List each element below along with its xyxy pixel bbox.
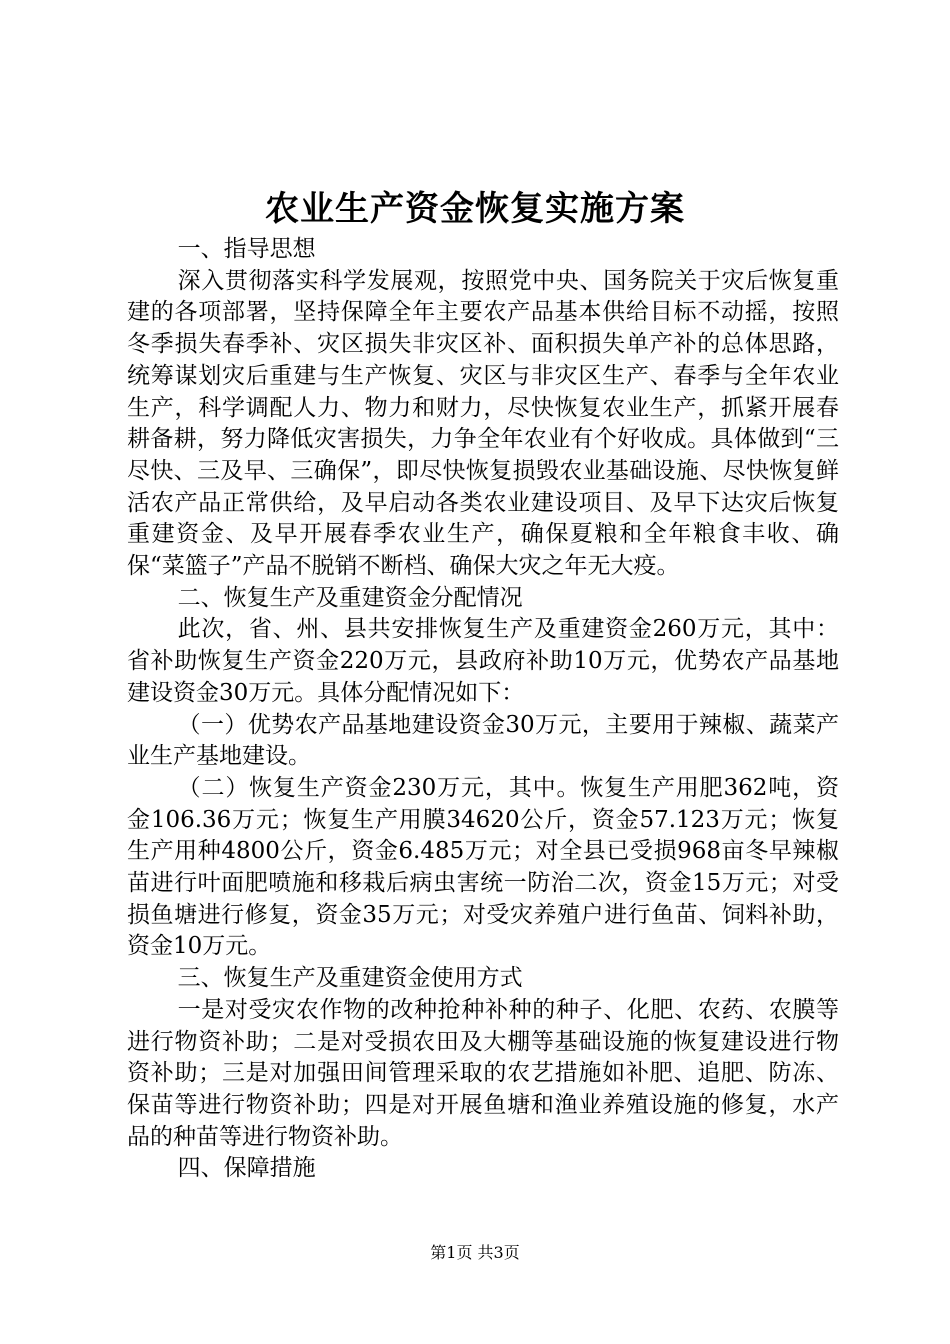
section-heading-fund-allocation: 二、恢复生产及重建资金分配情况 (177, 584, 523, 611)
body-paragraph: 深入贯彻落实科学发展观，按照党中央、国务院关于灾后恢复重建的各项部署，坚持保障全年主要农产品基本供给目标不动摇，按照冬季损失春季补、灾区损失非灾区补、面积损失单产补的总体思路，统筹谋划灾后重建与生产恢复、灾区与非灾区生产、春季与全年农业生产，科学调配人力、物力和财力，尽快恢复农业生产，抓紧开展春耕备耕，努力降低灾害损失，力争全年农业有个好收成。具体做到“三尽快、三及早、三确保”，即尽快恢复损毁农业基础设施、尽快恢复鲜活农产品正常供给，及早启动各类农业建设项目、及早下达灾后恢复重建资金、及早开展春季农业生产，确保夏粮和全年粮食丰收、确保“菜篮子”产品不脱销不断档、确保大灾之年无大疫。 (127, 267, 839, 580)
body-paragraph: 此次，省、州、县共安排恢复生产及重建资金260万元，其中：省补助恢复生产资金220万元，县政府补助10万元，优势农产品基地建设资金30万元。具体分配情况如下： (127, 616, 839, 706)
section-heading-fund-usage: 三、恢复生产及重建资金使用方式 (177, 965, 523, 992)
document-body (127, 234, 839, 1185)
body-paragraph: （一）优势农产品基地建设资金30万元，主要用于辣椒、蔬菜产业生产基地建设。 (127, 711, 839, 770)
section-heading-guiding-ideology: 一、指导思想 (177, 236, 316, 262)
section-heading-safeguards: 四、保障措施 (177, 1155, 316, 1182)
page-number-footer: 第1页 共3页 (430, 1243, 520, 1262)
body-paragraph: （二）恢复生产资金230万元，其中。恢复生产用肥362吨，资金106.36万元；恢复生产用膜34620公斤，资金57.123万元；恢复生产用种4800公斤，资金6.485万元；对全县已受损968亩冬早辣椒苗进行叶面肥喷施和移栽后病虫害统一防治二次，资金15万元；对受损鱼塘进行修复，资金35万元；对受灾养殖户进行鱼苗、饲料补助，资金10万元。 (127, 774, 839, 960)
document-title: 农业生产资金恢复实施方案 (265, 189, 685, 229)
body-paragraph: 一是对受灾农作物的改种抢种补种的种子、化肥、农药、农膜等进行物资补助；二是对受损农田及大棚等基础设施的恢复建设进行物资补助；三是对加强田间管理采取的农艺措施如补肥、追肥、防冻、保苗等进行物资补助；四是对开展鱼塘和渔业养殖设施的修复，水产品的种苗等进行物资补助。 (127, 996, 839, 1150)
